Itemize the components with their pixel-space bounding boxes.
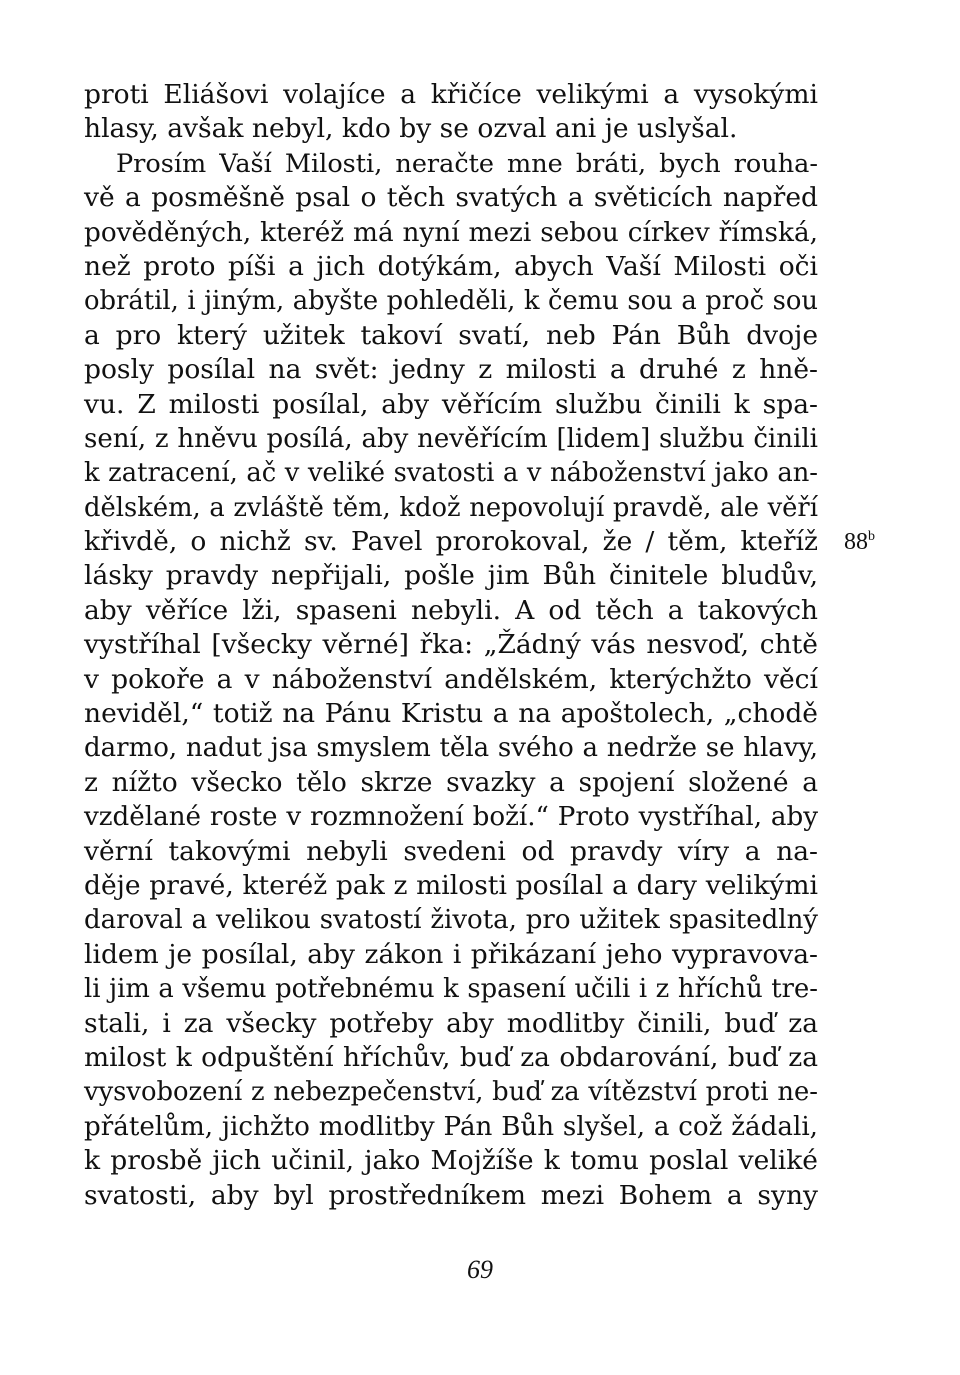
text-line: vzdělané roste v rozmnožení boží.“ Proto vystříhal, aby [84,802,818,833]
text-line: dělském, a zvláště těm, kdož nepovolují pravdě, ale věří [84,492,818,523]
margin-note-number: 88 [844,529,868,555]
text-line: svatosti, aby byl prostředníkem mezi Bohem a syny [84,1179,818,1211]
text-line: a pro který užitek takoví svatí, neb Pán Bůh dvoje [84,319,818,351]
text-line: li jim a všemu potřebnému k spasení učili i z hříchů tre- [84,974,818,1005]
text-line: k zatracení, ač v veliké svatosti a v náboženství jako an- [84,458,818,489]
text-line: aby věříce lži, spaseni nebyli. A od těch a takových [84,594,818,626]
text-line: vystříhal [všecky věrné] řka: „Žádný vás nesvoď, chtě [84,629,818,661]
text-line: křivdě, o nichž sv. Pavel prorokoval, že / těm, kteříž [84,526,818,558]
text-line: k prosbě jich učinil, jako Mojžíše k tomu poslal veliké [84,1145,818,1177]
body-text [84,78,818,1213]
text-line: hlasy, avšak nebyl, kdo by se ozval ani je uslyšal. [84,113,738,145]
text-line: přátelům, jichžto modlitby Pán Bůh slyšel, a což žádali, [84,1111,818,1142]
page-number: 69 [467,1255,493,1284]
text-line: obrátil, i jiným, abyšte pohleděli, k čemu sou a proč sou [84,286,818,317]
text-line: lidem je posílal, aby zákon i přikázaní jeho vypravova- [84,938,818,970]
text-line: proti Eliášovi volajíce a křičíce velikými a vysokými [84,79,818,110]
text-line: pověděných, kteréž má nyní mezi sebou církev římská, [84,217,818,248]
text-line: děje pravé, kteréž pak z milosti posílal a dary velikými [84,869,818,901]
text-line: z nížto všecko tělo skrze svazky a spojení složené a [84,766,818,798]
text-line: vu. Z milosti posílal, aby věřícím službu činili k spa- [84,388,818,420]
text-line: sení, z hněvu posílá, aby nevěřícím [lidem] službu činili [84,423,818,454]
text-line: neviděl,“ totiž na Pánu Kristu a na apoštolech, „chodě [84,698,818,730]
text-line: milost k odpuštění hříchův, buď za obdarování, buď za [84,1041,818,1073]
text-line: daroval a velikou svatostí života, pro užitek spasitedlný [84,905,818,936]
margin-folio-note [844,525,875,559]
text-line: než proto píši a jich dotýkám, abych Vaší Milosti oči [84,250,818,282]
text-line: vě a posměšně psal o těch svatých a světicích napřed [84,182,818,214]
text-line: lásky pravdy nepřijali, pošle jim Bůh činitele bludův, [84,560,818,592]
text-line: v pokoře a v náboženství andělském, kterýchžto věcí [84,663,818,695]
text-line: vysvobození z nebezpečenství, buď za vítězství proti ne- [84,1077,818,1108]
text-line: stali, i za všecky potřeby aby modlitby činili, buď za [84,1007,818,1039]
text-line: posly posílal na svět: jedny z milosti a druhé z hně- [84,354,818,386]
text-line: věrní takovými nebyli svedeni od pravdy víry a na- [84,835,818,867]
text-line: darmo, nadut jsa smyslem těla svého a nedrže se hlavy, [84,733,818,764]
margin-note-superscript: b [868,529,875,544]
text-line: Prosím Vaší Milosti, neračte mne bráti, bych rouha- [116,148,818,179]
